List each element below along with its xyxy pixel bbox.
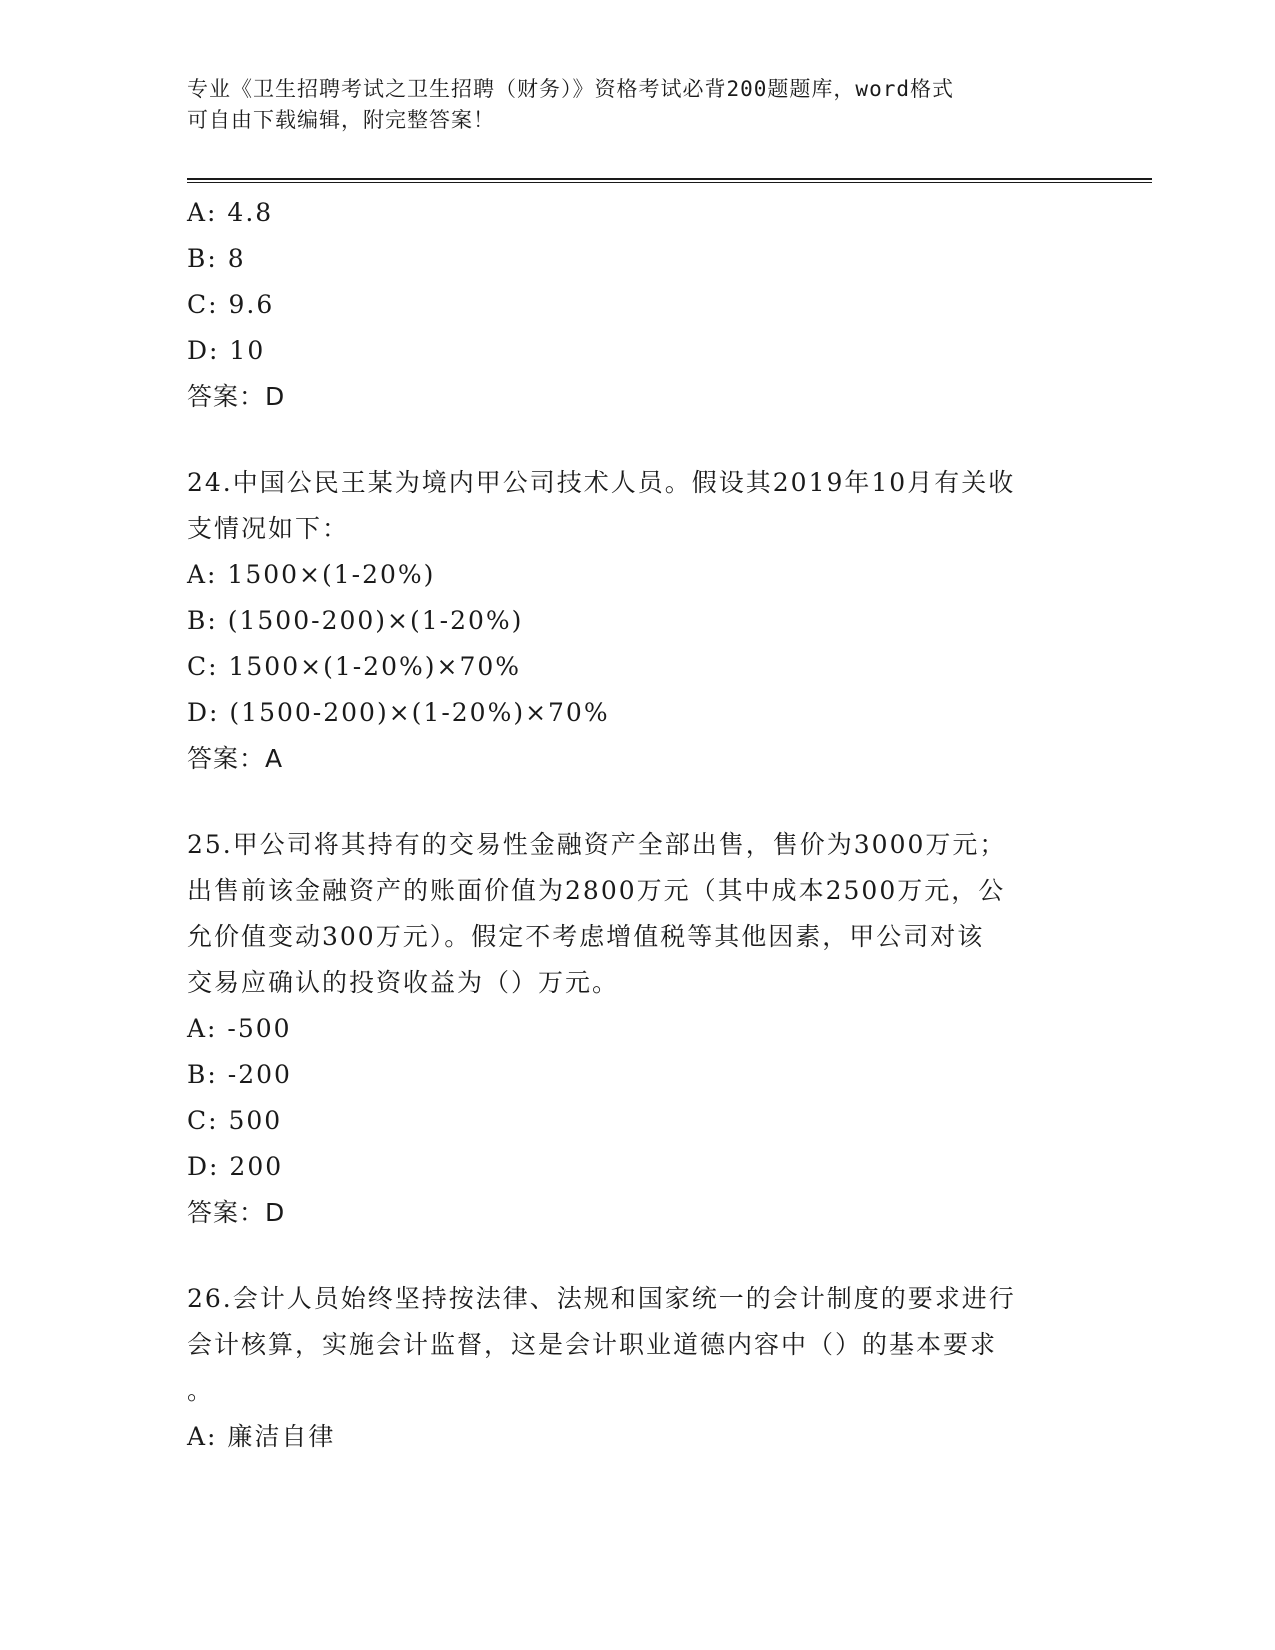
option-a: A: 4.8 xyxy=(187,198,274,227)
answer: 答案：D xyxy=(187,382,286,411)
option-a: A: 1500×(1-20%) xyxy=(187,560,436,589)
question-stem-line: 25.甲公司将其持有的交易性金融资产全部出售，售价为3000万元； xyxy=(187,830,1007,859)
question-stem-line: 。 xyxy=(187,1376,215,1405)
document-header xyxy=(187,74,1087,136)
question-26 xyxy=(187,1276,1087,1460)
header-line-1: 专业《卫生招聘考试之卫生招聘（财务）》资格考试必背200题题库，word格式 xyxy=(187,77,954,101)
option-c: C: 500 xyxy=(187,1106,283,1135)
question-stem-line: 会计核算，实施会计监督，这是会计职业道德内容中（）的基本要求 xyxy=(187,1330,998,1359)
option-d: D: (1500-200)×(1-20%)×70% xyxy=(187,698,610,727)
question-stem-line: 支情况如下： xyxy=(187,514,350,543)
question-stem-line: 24.中国公民王某为境内甲公司技术人员。假设其2019年10月有关收 xyxy=(187,468,1016,497)
option-d: D: 200 xyxy=(187,1152,284,1181)
question-stem-line: 允价值变动300万元）。假定不考虑增值税等其他因素，甲公司对该 xyxy=(187,922,985,951)
question-stem-line: 出售前该金融资产的账面价值为2800万元（其中成本2500万元，公 xyxy=(187,876,1006,905)
question-list xyxy=(187,190,1087,1460)
question-23 xyxy=(187,190,1087,420)
question-stem-line: 交易应确认的投资收益为（）万元。 xyxy=(187,968,620,997)
question-24 xyxy=(187,460,1087,782)
option-b: B: -200 xyxy=(187,1060,292,1089)
question-stem-line: 26.会计人员始终坚持按法律、法规和国家统一的会计制度的要求进行 xyxy=(187,1284,1016,1313)
header-line-2: 可自由下载编辑，附完整答案！ xyxy=(187,108,495,132)
option-a: A: -500 xyxy=(187,1014,292,1043)
option-a: A: 廉洁自律 xyxy=(187,1422,336,1451)
option-c: C: 9.6 xyxy=(187,290,275,319)
question-25 xyxy=(187,822,1087,1236)
header-divider xyxy=(187,178,1152,183)
option-c: C: 1500×(1-20%)×70% xyxy=(187,652,522,681)
answer: 答案：D xyxy=(187,1198,286,1227)
answer: 答案：A xyxy=(187,744,284,773)
option-d: D: 10 xyxy=(187,336,266,365)
option-b: B: 8 xyxy=(187,244,246,273)
option-b: B: (1500-200)×(1-20%) xyxy=(187,606,524,635)
